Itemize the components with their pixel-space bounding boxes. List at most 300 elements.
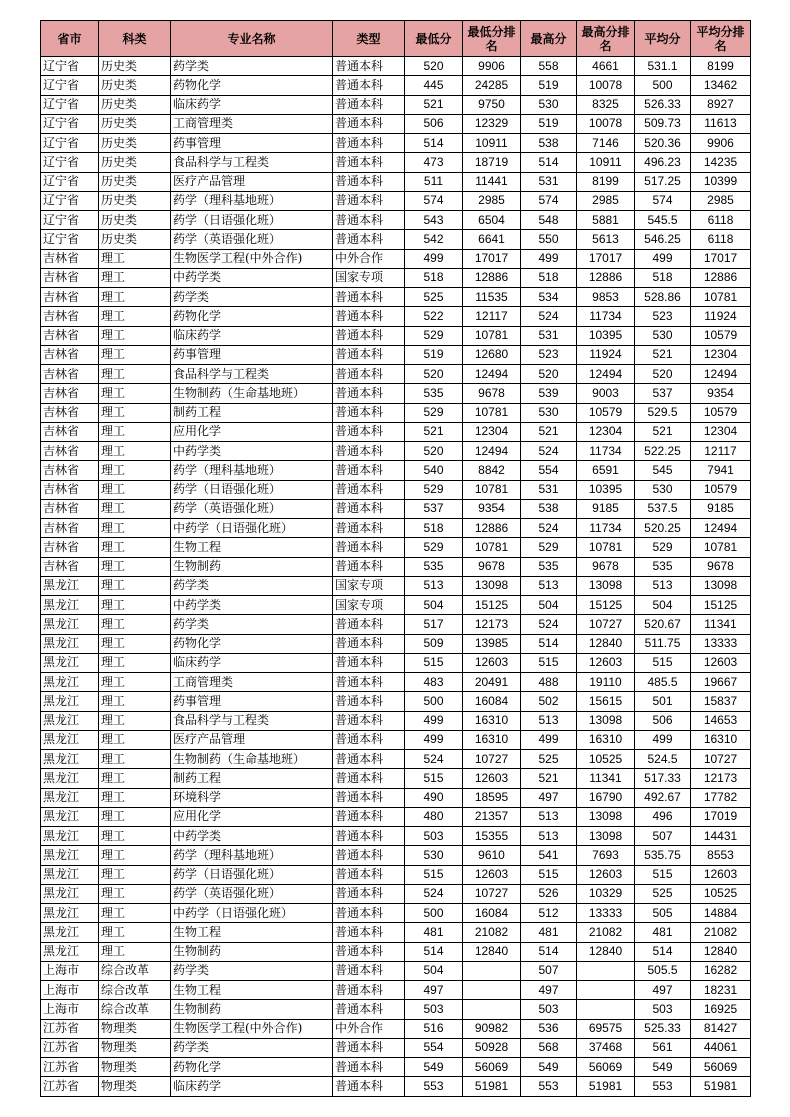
min-score-cell: 542 [405,230,463,249]
table-row [41,846,751,865]
category-cell: 历史类 [99,95,171,114]
major-cell: 药事管理 [171,692,333,711]
category-cell: 理工 [99,576,171,595]
max-score-cell: 518 [521,268,577,287]
avg-score-cell: 520.36 [635,134,691,153]
avg-rank-cell: 12603 [691,653,751,672]
type-cell: 普通本科 [333,981,405,1000]
max-rank-cell: 9853 [577,288,635,307]
type-cell: 普通本科 [333,114,405,133]
major-cell: 生物制药 [171,1000,333,1019]
category-cell: 理工 [99,788,171,807]
min-rank-cell: 9354 [463,499,521,518]
province-cell: 黑龙江 [41,750,99,769]
avg-rank-cell: 16925 [691,1000,751,1019]
major-cell: 生物医学工程(中外合作) [171,1019,333,1038]
category-cell: 理工 [99,538,171,557]
avg-rank-cell: 56069 [691,1058,751,1077]
avg-score-cell: 513 [635,576,691,595]
min-score-cell: 535 [405,384,463,403]
min-score-cell: 515 [405,769,463,788]
table-row [41,981,751,1000]
avg-rank-cell: 10781 [691,538,751,557]
province-cell: 吉林省 [41,480,99,499]
max-rank-cell: 10781 [577,538,635,557]
min-rank-cell: 12173 [463,615,521,634]
table-row [41,461,751,480]
min-score-cell: 497 [405,981,463,1000]
header-province: 省市 [41,21,99,57]
max-rank-cell: 5613 [577,230,635,249]
min-score-cell: 521 [405,422,463,441]
type-cell: 普通本科 [333,846,405,865]
avg-score-cell: 523 [635,307,691,326]
province-cell: 黑龙江 [41,576,99,595]
max-rank-cell: 5881 [577,211,635,230]
province-cell: 辽宁省 [41,153,99,172]
table-row [41,653,751,672]
min-rank-cell: 9750 [463,95,521,114]
table-row [41,557,751,576]
type-cell: 国家专项 [333,576,405,595]
min-score-cell: 529 [405,538,463,557]
avg-rank-cell: 51981 [691,1077,751,1096]
category-cell: 理工 [99,268,171,287]
min-score-cell: 473 [405,153,463,172]
avg-score-cell: 514 [635,942,691,961]
max-score-cell: 504 [521,596,577,615]
major-cell: 临床药学 [171,326,333,345]
max-score-cell: 538 [521,499,577,518]
avg-rank-cell: 6118 [691,211,751,230]
min-rank-cell: 13098 [463,576,521,595]
max-score-cell: 515 [521,653,577,672]
category-cell: 理工 [99,807,171,826]
max-score-cell: 549 [521,1058,577,1077]
max-score-cell: 553 [521,1077,577,1096]
type-cell: 普通本科 [333,807,405,826]
min-score-cell: 499 [405,249,463,268]
max-score-cell: 524 [521,307,577,326]
type-cell: 普通本科 [333,538,405,557]
max-rank-cell [577,981,635,1000]
major-cell: 中药学（日语强化班） [171,519,333,538]
category-cell: 理工 [99,288,171,307]
major-cell: 药学类 [171,57,333,76]
max-rank-cell: 7146 [577,134,635,153]
avg-score-cell: 497 [635,981,691,1000]
avg-score-cell: 507 [635,827,691,846]
major-cell: 环境科学 [171,788,333,807]
table-row [41,365,751,384]
major-cell: 医疗产品管理 [171,730,333,749]
admission-scores-table [40,20,751,1097]
min-rank-cell: 12304 [463,422,521,441]
category-cell: 理工 [99,499,171,518]
table-row [41,422,751,441]
max-rank-cell: 9678 [577,557,635,576]
type-cell: 普通本科 [333,480,405,499]
type-cell: 普通本科 [333,403,405,422]
min-rank-cell: 10911 [463,134,521,153]
avg-score-cell: 545 [635,461,691,480]
max-rank-cell: 16310 [577,730,635,749]
max-score-cell: 502 [521,692,577,711]
min-rank-cell: 10727 [463,884,521,903]
table-row [41,1000,751,1019]
type-cell: 普通本科 [333,692,405,711]
min-score-cell: 514 [405,134,463,153]
max-score-cell: 524 [521,519,577,538]
header-min-rank: 最低分排名 [463,21,521,57]
province-cell: 吉林省 [41,384,99,403]
major-cell: 制药工程 [171,769,333,788]
avg-score-cell: 505 [635,904,691,923]
max-rank-cell: 11734 [577,307,635,326]
province-cell: 辽宁省 [41,191,99,210]
major-cell: 中药学（日语强化班） [171,904,333,923]
province-cell: 黑龙江 [41,730,99,749]
type-cell: 普通本科 [333,1000,405,1019]
avg-score-cell: 520 [635,365,691,384]
min-score-cell: 524 [405,750,463,769]
province-cell: 吉林省 [41,365,99,384]
max-rank-cell: 9003 [577,384,635,403]
avg-score-cell: 522.25 [635,442,691,461]
max-rank-cell: 8199 [577,172,635,191]
min-score-cell: 530 [405,846,463,865]
major-cell: 生物医学工程(中外合作) [171,249,333,268]
major-cell: 药学（英语强化班） [171,230,333,249]
province-cell: 吉林省 [41,538,99,557]
category-cell: 理工 [99,750,171,769]
max-rank-cell: 12603 [577,865,635,884]
table-row [41,884,751,903]
category-cell: 理工 [99,653,171,672]
major-cell: 生物制药（生命基地班） [171,384,333,403]
avg-score-cell: 481 [635,923,691,942]
type-cell: 普通本科 [333,788,405,807]
min-rank-cell: 50928 [463,1038,521,1057]
type-cell: 普通本科 [333,942,405,961]
avg-score-cell: 485.5 [635,673,691,692]
province-cell: 辽宁省 [41,95,99,114]
max-score-cell: 514 [521,634,577,653]
min-score-cell: 521 [405,95,463,114]
province-cell: 黑龙江 [41,827,99,846]
province-cell: 辽宁省 [41,57,99,76]
province-cell: 江苏省 [41,1038,99,1057]
category-cell: 理工 [99,827,171,846]
province-cell: 黑龙江 [41,692,99,711]
avg-rank-cell: 7941 [691,461,751,480]
max-score-cell: 531 [521,326,577,345]
max-score-cell: 497 [521,788,577,807]
province-cell: 黑龙江 [41,788,99,807]
table-row [41,615,751,634]
avg-score-cell: 515 [635,865,691,884]
min-score-cell: 537 [405,499,463,518]
avg-rank-cell: 10579 [691,326,751,345]
type-cell: 普通本科 [333,1077,405,1096]
avg-rank-cell: 11924 [691,307,751,326]
category-cell: 理工 [99,307,171,326]
min-score-cell: 445 [405,76,463,95]
max-rank-cell: 56069 [577,1058,635,1077]
max-rank-cell: 17017 [577,249,635,268]
min-rank-cell: 18595 [463,788,521,807]
province-cell: 黑龙江 [41,846,99,865]
province-cell: 江苏省 [41,1019,99,1038]
category-cell: 理工 [99,326,171,345]
major-cell: 药学类 [171,961,333,980]
min-score-cell: 524 [405,884,463,903]
avg-rank-cell: 12304 [691,422,751,441]
min-rank-cell [463,961,521,980]
max-score-cell: 499 [521,249,577,268]
table-row [41,730,751,749]
max-rank-cell: 11924 [577,345,635,364]
max-rank-cell: 13098 [577,827,635,846]
min-rank-cell: 12680 [463,345,521,364]
avg-score-cell: 526.33 [635,95,691,114]
table-row [41,1077,751,1096]
table-row [41,480,751,499]
max-score-cell: 538 [521,134,577,153]
min-rank-cell: 15355 [463,827,521,846]
max-rank-cell: 12840 [577,942,635,961]
avg-score-cell: 574 [635,191,691,210]
min-rank-cell: 2985 [463,191,521,210]
province-cell: 辽宁省 [41,211,99,230]
table-row [41,76,751,95]
avg-score-cell: 504 [635,596,691,615]
type-cell: 普通本科 [333,557,405,576]
max-score-cell: 524 [521,615,577,634]
max-score-cell: 548 [521,211,577,230]
max-score-cell: 512 [521,904,577,923]
max-rank-cell: 2985 [577,191,635,210]
table-row [41,211,751,230]
min-rank-cell: 56069 [463,1058,521,1077]
category-cell: 理工 [99,519,171,538]
max-score-cell: 531 [521,480,577,499]
min-score-cell: 529 [405,480,463,499]
max-score-cell: 523 [521,345,577,364]
max-rank-cell: 10525 [577,750,635,769]
table-row [41,807,751,826]
type-cell: 中外合作 [333,1019,405,1038]
avg-score-cell: 500 [635,76,691,95]
avg-rank-cell: 11613 [691,114,751,133]
province-cell: 吉林省 [41,461,99,480]
table-row [41,95,751,114]
category-cell: 历史类 [99,134,171,153]
max-rank-cell: 69575 [577,1019,635,1038]
max-score-cell: 535 [521,557,577,576]
category-cell: 理工 [99,884,171,903]
major-cell: 中药学类 [171,268,333,287]
province-cell: 辽宁省 [41,230,99,249]
max-score-cell: 520 [521,365,577,384]
max-rank-cell: 7693 [577,846,635,865]
avg-score-cell: 499 [635,730,691,749]
avg-score-cell: 546.25 [635,230,691,249]
max-score-cell: 558 [521,57,577,76]
type-cell: 普通本科 [333,499,405,518]
min-rank-cell: 11441 [463,172,521,191]
province-cell: 黑龙江 [41,884,99,903]
major-cell: 药物化学 [171,1058,333,1077]
max-score-cell: 574 [521,191,577,210]
category-cell: 理工 [99,634,171,653]
min-rank-cell: 8842 [463,461,521,480]
table-row [41,865,751,884]
type-cell: 普通本科 [333,730,405,749]
type-cell: 普通本科 [333,384,405,403]
type-cell: 普通本科 [333,76,405,95]
max-rank-cell [577,961,635,980]
avg-score-cell: 529.5 [635,403,691,422]
category-cell: 理工 [99,769,171,788]
avg-score-cell: 518 [635,268,691,287]
min-score-cell: 518 [405,519,463,538]
province-cell: 吉林省 [41,557,99,576]
category-cell: 综合改革 [99,981,171,1000]
max-rank-cell: 13333 [577,904,635,923]
major-cell: 药学（英语强化班） [171,884,333,903]
header-min-score: 最低分 [405,21,463,57]
table-row [41,442,751,461]
table-row [41,1019,751,1038]
avg-score-cell: 517.25 [635,172,691,191]
avg-rank-cell: 15125 [691,596,751,615]
type-cell: 普通本科 [333,95,405,114]
min-score-cell: 529 [405,403,463,422]
major-cell: 临床药学 [171,653,333,672]
max-score-cell: 524 [521,442,577,461]
table-row [41,288,751,307]
min-rank-cell: 12494 [463,442,521,461]
avg-score-cell: 535 [635,557,691,576]
type-cell: 普通本科 [333,711,405,730]
avg-rank-cell: 10525 [691,884,751,903]
type-cell: 普通本科 [333,653,405,672]
avg-score-cell: 509.73 [635,114,691,133]
category-cell: 理工 [99,422,171,441]
min-score-cell: 517 [405,615,463,634]
major-cell: 药学类 [171,1038,333,1057]
min-rank-cell: 24285 [463,76,521,95]
type-cell: 普通本科 [333,307,405,326]
min-score-cell: 543 [405,211,463,230]
max-score-cell: 529 [521,538,577,557]
type-cell: 普通本科 [333,923,405,942]
table-row [41,923,751,942]
type-cell: 普通本科 [333,904,405,923]
max-score-cell: 513 [521,807,577,826]
province-cell: 吉林省 [41,307,99,326]
major-cell: 医疗产品管理 [171,172,333,191]
header-row [41,21,751,57]
max-score-cell: 488 [521,673,577,692]
avg-score-cell: 517.33 [635,769,691,788]
province-cell: 江苏省 [41,1077,99,1096]
category-cell: 历史类 [99,172,171,191]
min-score-cell: 504 [405,596,463,615]
min-rank-cell: 12603 [463,769,521,788]
min-score-cell: 499 [405,711,463,730]
avg-rank-cell: 8199 [691,57,751,76]
max-rank-cell: 11734 [577,519,635,538]
min-rank-cell: 12117 [463,307,521,326]
avg-score-cell: 520.67 [635,615,691,634]
type-cell: 普通本科 [333,230,405,249]
min-rank-cell: 10727 [463,750,521,769]
avg-rank-cell: 8553 [691,846,751,865]
avg-rank-cell: 81427 [691,1019,751,1038]
avg-rank-cell: 12840 [691,942,751,961]
type-cell: 普通本科 [333,442,405,461]
max-rank-cell: 8325 [577,95,635,114]
min-score-cell: 504 [405,961,463,980]
province-cell: 吉林省 [41,499,99,518]
table-row [41,942,751,961]
major-cell: 制药工程 [171,403,333,422]
max-score-cell: 514 [521,153,577,172]
major-cell: 药学类 [171,576,333,595]
table-row [41,769,751,788]
avg-rank-cell: 10727 [691,750,751,769]
max-rank-cell: 10078 [577,76,635,95]
avg-rank-cell: 12117 [691,442,751,461]
header-max-score: 最高分 [521,21,577,57]
min-rank-cell: 18719 [463,153,521,172]
category-cell: 理工 [99,730,171,749]
category-cell: 物理类 [99,1077,171,1096]
table-row [41,191,751,210]
category-cell: 理工 [99,461,171,480]
province-cell: 吉林省 [41,288,99,307]
avg-rank-cell: 12886 [691,268,751,287]
avg-score-cell: 549 [635,1058,691,1077]
min-rank-cell: 9678 [463,384,521,403]
max-rank-cell: 12886 [577,268,635,287]
min-score-cell: 516 [405,1019,463,1038]
type-cell: 普通本科 [333,422,405,441]
category-cell: 综合改革 [99,1000,171,1019]
min-rank-cell: 12494 [463,365,521,384]
min-score-cell: 553 [405,1077,463,1096]
major-cell: 生物工程 [171,981,333,1000]
max-rank-cell: 13098 [577,711,635,730]
major-cell: 应用化学 [171,422,333,441]
category-cell: 理工 [99,480,171,499]
province-cell: 黑龙江 [41,615,99,634]
max-score-cell: 497 [521,981,577,1000]
major-cell: 中药学类 [171,442,333,461]
min-score-cell: 520 [405,442,463,461]
max-rank-cell: 16790 [577,788,635,807]
type-cell: 普通本科 [333,326,405,345]
min-score-cell: 500 [405,904,463,923]
max-score-cell: 513 [521,576,577,595]
avg-score-cell: 503 [635,1000,691,1019]
avg-score-cell: 521 [635,422,691,441]
province-cell: 黑龙江 [41,596,99,615]
avg-rank-cell: 17019 [691,807,751,826]
max-score-cell: 507 [521,961,577,980]
